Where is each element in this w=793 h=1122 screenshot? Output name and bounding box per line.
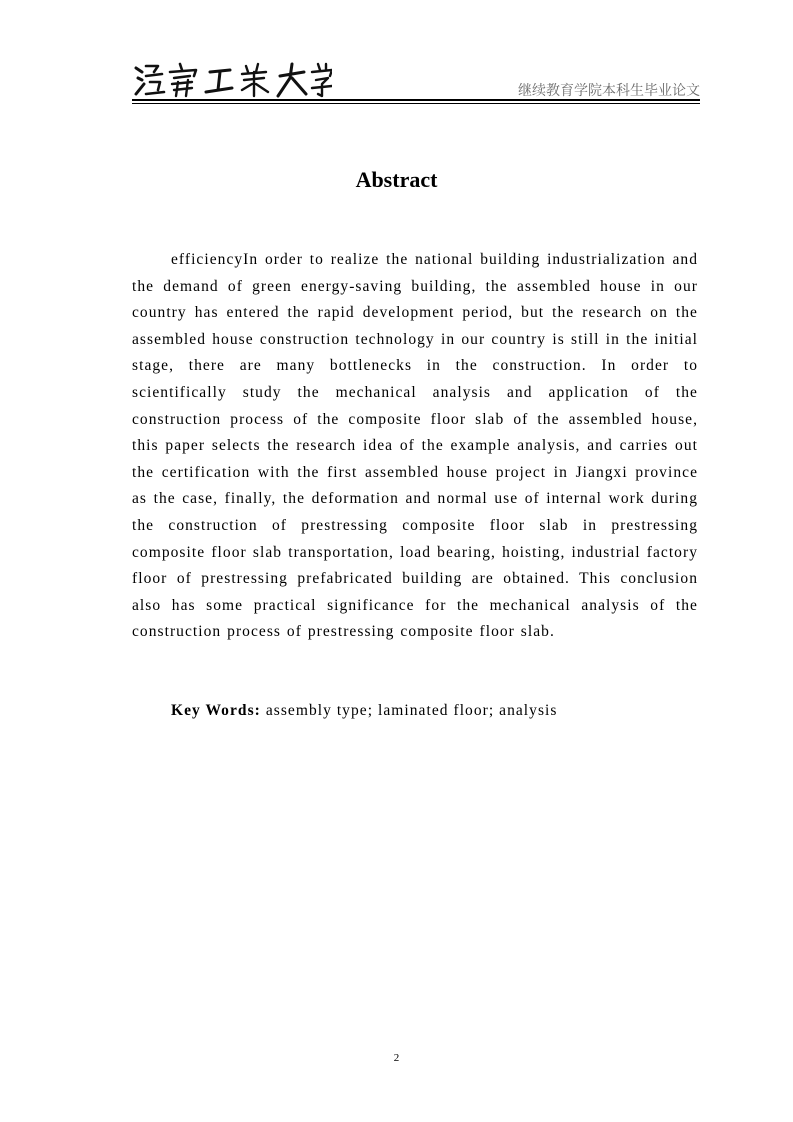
- header-rule-thick: [132, 99, 700, 101]
- keywords-text: assembly type; laminated floor; analysis: [265, 702, 558, 719]
- page-number: 2: [393, 1052, 400, 1064]
- keywords-label: Key Words:: [171, 702, 261, 719]
- university-calligraphy-logo: [132, 60, 332, 100]
- page-header: [132, 60, 700, 100]
- college-header-label: 继续教育学院本科生毕业论文: [518, 83, 700, 99]
- header-rule-thin: [132, 103, 700, 104]
- keywords-line: [171, 702, 698, 720]
- page-title: Abstract: [355, 167, 438, 192]
- abstract-paragraph: efficiencyIn order to realize the national building industrialization and the demand of green energy-saving building, the assembled house in our country has entered the rapid development period, but the research on the assembled house construction technology in our country is still in the initial stage, there are many bottlenecks in the construction. In order to scientifically study the mechanical analysis and application of the construction process of the composite floor slab of the assembled house, this paper selects the research idea of the example analysis, and carries out the certification with the first assembled house project in Jiangxi province as the case, finally, the deformation and normal use of internal work during the construction of prestressing composite floor slab in prestressing composite floor slab transportation, load bearing, hoisting, industrial factory floor of prestressing prefabricated building are obtained. This conclusion also has some practical significance for the mechanical analysis of the construction process of prestressing composite floor slab.: [132, 251, 698, 641]
